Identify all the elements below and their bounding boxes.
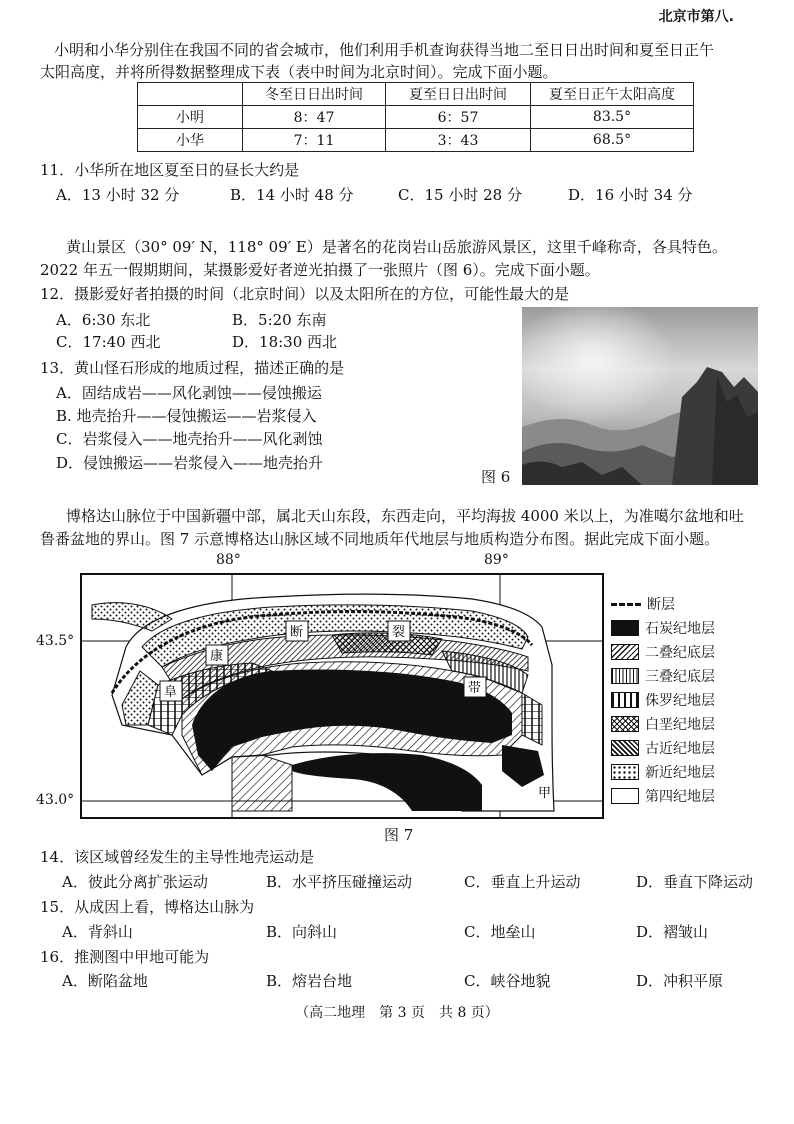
legend-label: 第四纪地层 [645, 789, 715, 805]
lat-label-43-0: 43.0° [36, 792, 75, 808]
fault-char-dai: 带 [468, 681, 482, 696]
table-cell: 小华 [138, 129, 243, 152]
huangshan-photo [522, 307, 758, 485]
question-16-stem: 16．推测图中甲地可能为 [40, 948, 210, 966]
legend-item [611, 617, 715, 639]
table-cell: 小明 [138, 106, 243, 129]
q13-option-d: D．侵蚀搬运——岩浆侵入——地壳抬升 [56, 454, 324, 472]
legend-item [611, 713, 715, 735]
legend-label: 古近纪地层 [645, 741, 715, 757]
fault-char-fu: 阜 [164, 685, 178, 700]
q11-option-b: B．14 小时 48 分 [230, 186, 354, 204]
q14-option-c: C．垂直上升运动 [464, 873, 581, 891]
q16-option-b: B．熔岩台地 [266, 972, 353, 990]
q14-option-a: A．彼此分离扩张运动 [62, 873, 208, 891]
table-cell: 7：11 [243, 129, 386, 152]
intro1-line1: 小明和小华分别住在我国不同的省会城市，他们利用手机查询获得当地二至日日出时间和夏至日正午 [54, 41, 715, 59]
geologic-map [80, 573, 604, 819]
legend-item [611, 593, 675, 615]
q15-option-d: D．褶皱山 [636, 923, 709, 941]
table-cell: 3：43 [386, 129, 531, 152]
intro2-line1: 黄山景区（30° 09′ N，118° 09′ E）是著名的花岗岩山岳旅游风景区，这里千峰称奇，各具特色。 [66, 238, 727, 256]
intro2-line2: 2022 年五一假期期间，某摄影爱好者逆光拍摄了一张照片（图 6）。完成下面小题。 [40, 261, 600, 279]
q12-option-b: B．5:20 东南 [232, 311, 327, 329]
q16-option-c: C．峡谷地貌 [464, 972, 551, 990]
legend-item [611, 737, 715, 759]
q11-option-a: A．13 小时 32 分 [56, 186, 180, 204]
q12-option-a: A．6:30 东北 [56, 311, 151, 329]
question-13-stem: 13．黄山怪石形成的地质过程，描述正确的是 [40, 359, 345, 377]
table-cell: 6：57 [386, 106, 531, 129]
q12-option-d: D．18:30 西北 [232, 333, 338, 351]
legend-item [611, 785, 715, 807]
legend-item [611, 665, 715, 687]
q14-option-d: D．垂直下降运动 [636, 873, 754, 891]
question-11-stem: 11．小华所在地区夏至日的昼长大约是 [40, 161, 300, 179]
intro3-line2: 鲁番盆地的界山。图 7 示意博格达山脉区域不同地质年代地层与地质构造分布图。据此完成下面小题。 [40, 530, 720, 548]
legend-item [611, 689, 715, 711]
legend-label: 三叠纪底层 [645, 669, 715, 685]
intro3-line1: 博格达山脉位于中国新疆中部，属北天山东段，东西走向，平均海拔 4000 米以上，为准噶尔盆地和吐 [66, 507, 744, 525]
q16-option-a: A．断陷盆地 [62, 972, 148, 990]
q15-option-b: B．向斜山 [266, 923, 338, 941]
question-14-stem: 14．该区域曾经发生的主导性地壳运动是 [40, 848, 315, 866]
legend-label: 新近纪地层 [645, 765, 715, 781]
table-row [138, 129, 694, 152]
table-header-cell [138, 83, 243, 106]
legend-swatch-bars [611, 692, 639, 708]
legend-swatch-blank [611, 788, 639, 804]
legend-label: 白垩纪地层 [645, 717, 715, 733]
fault-char-lie: 裂 [392, 625, 406, 640]
question-15-stem: 15．从成因上看，博格达山脉为 [40, 898, 255, 916]
lat-label-43-5: 43.5° [36, 633, 75, 649]
figure7-caption: 图 7 [384, 826, 414, 844]
legend-label: 断层 [647, 597, 675, 613]
lon-label-88: 88° [216, 552, 241, 568]
fault-char-duan: 断 [290, 625, 304, 640]
legend-swatch-solid [611, 620, 639, 636]
table-cell: 8：47 [243, 106, 386, 129]
page-footer: （高二地理 第 3 页 共 8 页） [295, 1005, 499, 1021]
q13-option-c: C．岩浆侵入——地壳抬升——风化剥蚀 [56, 430, 323, 448]
q15-option-a: A．背斜山 [62, 923, 133, 941]
legend-label: 石炭纪地层 [645, 621, 715, 637]
legend-swatch-dots [611, 764, 639, 780]
corner-mark: 北京市第八. [658, 9, 734, 25]
q11-option-c: C．15 小时 28 分 [398, 186, 522, 204]
table-header-cell: 夏至日日出时间 [386, 83, 531, 106]
q11-option-d: D．16 小时 34 分 [568, 186, 693, 204]
table-header-cell: 夏至日正午太阳高度 [531, 83, 694, 106]
legend-item [611, 641, 715, 663]
legend-swatch-fault [611, 603, 641, 606]
q16-option-d: D．冲积平原 [636, 972, 724, 990]
legend-swatch-dense [611, 740, 639, 756]
legend-swatch-vert [611, 668, 639, 684]
q14-option-b: B．水平挤压碰撞运动 [266, 873, 413, 891]
intro1-line2: 太阳高度，并将所得数据整理成下表（表中时间为北京时间）。完成下面小题。 [40, 63, 558, 81]
table-row [138, 106, 694, 129]
figure6-caption: 图 6 [481, 468, 511, 486]
q13-option-a: A．固结成岩——风化剥蚀——侵蚀搬运 [56, 384, 322, 402]
legend-label: 二叠纪底层 [645, 645, 715, 661]
legend-item [611, 761, 715, 783]
legend-swatch-cross [611, 716, 639, 732]
legend-swatch-diag [611, 644, 639, 660]
table-header-cell: 冬至日日出时间 [243, 83, 386, 106]
q15-option-c: C．地垒山 [464, 923, 536, 941]
table-header-row [138, 83, 694, 106]
fault-char-kang: 康 [210, 649, 224, 664]
legend-label: 侏罗纪地层 [645, 693, 715, 709]
question-12-stem: 12．摄影爱好者拍摄的时间（北京时间）以及太阳所在的方位，可能性最大的是 [40, 285, 570, 303]
table-cell: 68.5° [531, 129, 694, 152]
table-cell: 83.5° [531, 106, 694, 129]
lon-label-89: 89° [484, 552, 509, 568]
q13-option-b: B. 地壳抬升——侵蚀搬运——岩浆侵入 [56, 407, 317, 425]
q12-option-c: C．17:40 西北 [56, 333, 161, 351]
point-jia-label: 甲 [538, 786, 552, 801]
sunrise-table [137, 82, 694, 152]
